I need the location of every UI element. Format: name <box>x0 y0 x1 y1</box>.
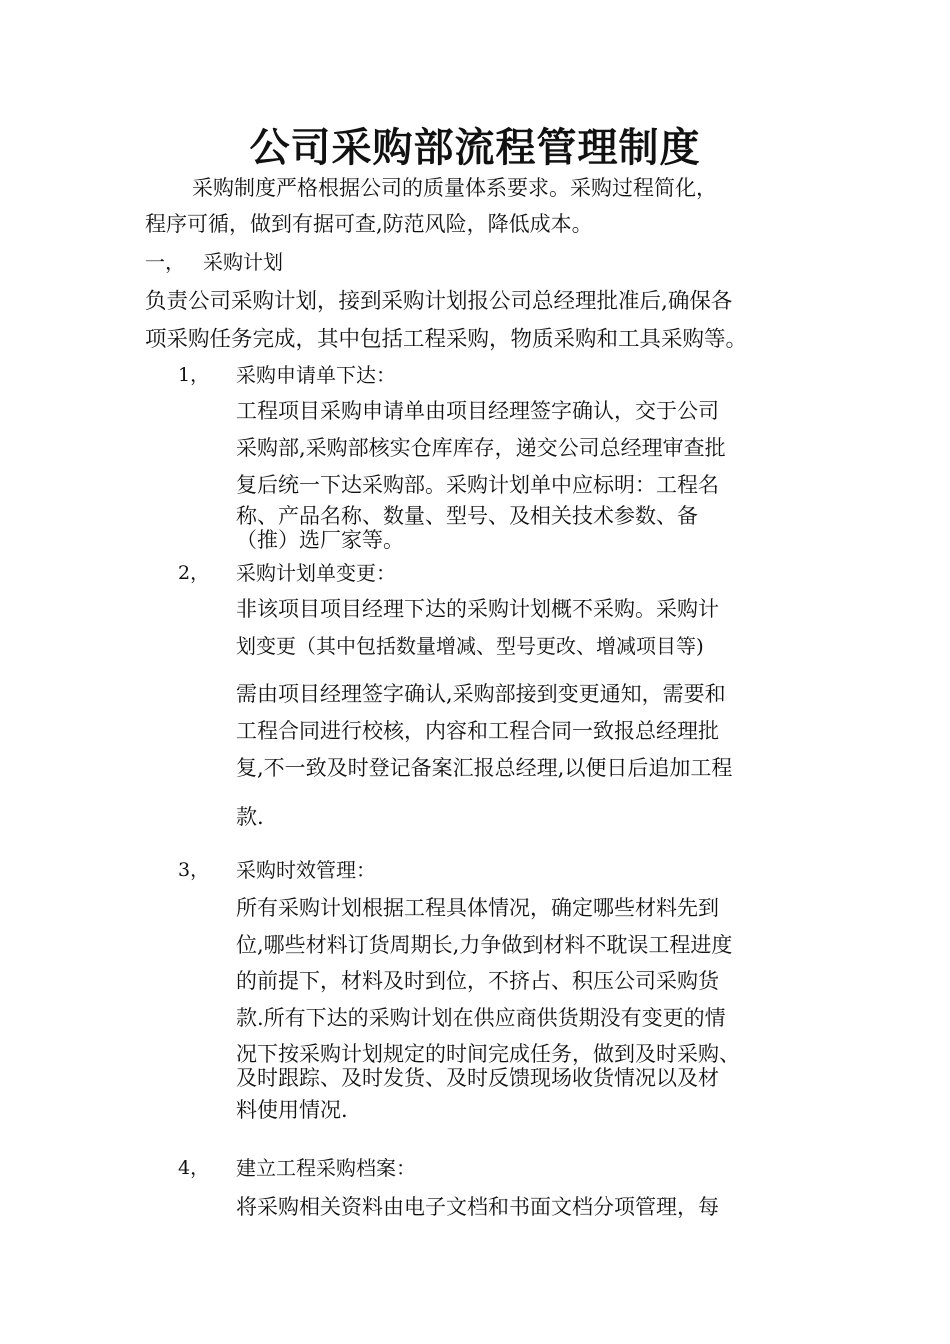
item-body-line: 的前提下，材料及时到位，不挤占、积压公司采购货 <box>236 969 719 993</box>
document-title: 公司采购部流程管理制度 <box>249 125 701 171</box>
item-body-line: 工程合同进行校核，内容和工程合同一致报总经理批 <box>236 719 719 743</box>
item-body <box>236 676 732 836</box>
item-body-line: 非该项目项目经理下达的采购计划概不采购。采购计 <box>236 597 719 621</box>
item-number: 4， <box>178 1157 210 1179</box>
intro-line-1: 采购制度严格根据公司的质量体系要求。采购过程简化， <box>192 176 717 200</box>
item-body-line: 及时跟踪、及时发货、及时反馈现场收货情况以及材 <box>236 1066 719 1090</box>
item-heading: 采购时效管理： <box>236 858 376 882</box>
item-number: 2， <box>178 562 210 584</box>
item-body-line: 所有采购计划根据工程具体情况，确定哪些材料先到 <box>236 896 719 920</box>
item-body-line: 料使用情况. <box>236 1098 348 1122</box>
item-body-line: 况下按采购计划规定的时间完成任务，做到及时采购、 <box>236 1042 740 1066</box>
section-heading: 采购计划 <box>203 250 283 274</box>
intro-paragraph <box>145 170 717 242</box>
section-body-line-1: 负责公司采购计划，接到采购计划报公司总经理批准后,确保各 <box>145 289 733 314</box>
section-body <box>145 283 747 359</box>
item-body-line: 复后统一下达采购部。采购计划单中应标明：工程名 <box>236 473 719 497</box>
item-body-line: 采购部,采购部核实仓库库存，递交公司总经理审查批 <box>236 436 726 460</box>
item-body-line: 复,不一致及时登记备案汇报总经理,以便日后追加工程 <box>236 756 733 780</box>
section-marker: 一， <box>145 250 185 274</box>
item-number: 3， <box>178 859 210 881</box>
item-body-line: 款. <box>236 805 264 829</box>
item-body-line: 工程项目采购申请单由项目经理签字确认，交于公司 <box>236 399 719 423</box>
item-body <box>236 393 726 552</box>
section-body-line-2: 项采购任务完成，其中包括工程采购，物质采购和工具采购等。 <box>145 327 748 352</box>
item-body-line: 划变更（其中包括数量增减、型号更改、增减项目等) <box>236 634 704 658</box>
item-heading: 采购申请单下达： <box>236 363 396 387</box>
item-body-line: 款.所有下达的采购计划在供应商供货期没有变更的情 <box>236 1005 726 1030</box>
item-body-line: 称、产品名称、数量、型号、及相关技术参数、备 <box>236 504 698 528</box>
item-heading: 采购计划单变更： <box>236 561 396 585</box>
item-body-line: 需由项目经理签字确认,采购部接到变更通知，需要和 <box>236 682 726 706</box>
item-body <box>236 591 719 665</box>
item-body <box>236 1189 719 1226</box>
intro-line-2: 程序可循，做到有据可查,防范风险，降低成本。 <box>145 212 593 236</box>
item-number: 1， <box>178 364 210 386</box>
item-body-line: （推）选厂家等。 <box>236 528 404 552</box>
item-body-line: 将采购相关资料由电子文档和书面文档分项管理，每 <box>236 1195 719 1219</box>
item-body-line: 位,哪些材料订货周期长,力争做到材料不耽误工程进度 <box>236 932 733 957</box>
item-body <box>236 890 740 1129</box>
item-heading: 建立工程采购档案： <box>236 1156 416 1180</box>
